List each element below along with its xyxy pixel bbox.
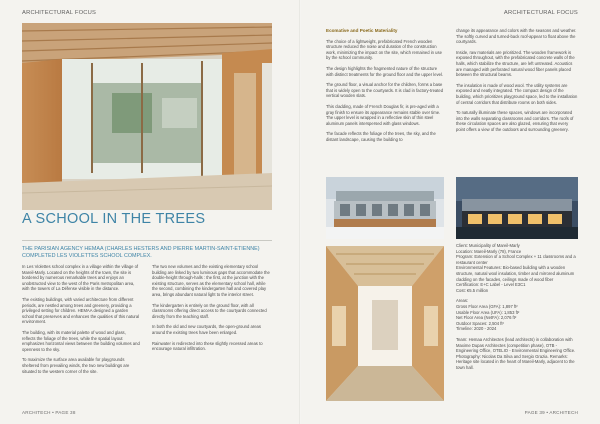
body-paragraph: The choice of a lightweight, prefabricated French wooden structure reduced the noise and duration of the construction work, minimizing the impact on the site, which remained in use by the school community. — [326, 38, 442, 61]
title-rule — [22, 240, 272, 241]
body-paragraph: In Les Violettes school complex in a village within the village of Mareil-Marly. Located on the heights of the town, the site is bordered by numerous remarkable trees and enjoys an unobstructed view to the west of the Paris metropolitan area, with the towers of La Défense visible in the distance. — [22, 264, 139, 292]
credit-line: Areas: — [456, 298, 469, 304]
body-paragraph: The facade reflects the foliage of the trees, the sky, and the distant landscape, causing the building to — [326, 131, 436, 142]
corridor-photo — [326, 246, 444, 401]
facade-winter-illustration — [326, 177, 444, 239]
credit-line: Environmental Features: Bio-based building with a wooden structure, natural wool insulation, timber and mirrored aluminum cladding on the facades, ceilings made of wood fiber — [456, 265, 575, 282]
credit-line: Team: Hemaa Architectes (lead architects) in collaboration with Maxime Dupas Architectes (competition phase), OTB - Engineering Office, OTELIO - Environmental Engineering Office. Photography: Nicolas Da Silva and Sergio Grazia. Remarks: Heritage site located in the heart of Mareil-Marly, adjacent to the town hall. — [456, 336, 576, 370]
body-paragraph: To naturally illuminate these spaces, windows are incorporated into the walls separating classrooms and corridors. The roofs of these circulation spaces are also glazed, ensuring that every point offers a view of the outdoors and surrounding greenery. — [456, 110, 574, 132]
body-paragraph: This cladding, made of French Douglas fir, is pre-aged with a gray finish to ensure its appearance remains stable over time. The upper level is wrapped in a reflective skin of thin steel aluminum panels interspersed with glass windows. — [326, 103, 441, 126]
credit-line: Certification: E+C Label - Level E3C1 — [456, 282, 526, 288]
folio-right: PAGE 39 • ARCHITECH — [524, 410, 578, 415]
body-paragraph: The ground floor, a visual anchor for the children, forms a base that is widely open to the courtyards. It is clad in factory-treated vertical wooden slats. — [326, 82, 444, 99]
credit-line: Gross Floor Area (GFA): 1,897 ft² — [456, 303, 518, 309]
interior-corridor-illustration — [22, 23, 272, 210]
running-header-left: ARCHITECTURAL FOCUS — [22, 10, 97, 16]
article-subtitle: THE PARISIAN AGENCY HEMAA (CHARLES HESTERS AND PIERRE MARTIN-SAINT-ETIENNE) COMPLETED LES VIOLETTES SCHOOL COMPLEX. — [22, 246, 260, 259]
interior-corridor-photo — [22, 23, 272, 210]
body-paragraph: The two new volumes and the existing elementary school building are linked by two luminous gaps that accommodate the double-height through-halls : the first, at the junction with the existing structure, serves as the elementary school hall, while the second, combining the kindergarten hall and covered play area, brings abundant natural light to the interior street. — [152, 264, 270, 297]
running-header-right: ARCHITECTURAL FOCUS — [503, 10, 578, 16]
project-credits — [456, 243, 578, 370]
body-paragraph: Rainwater is redirected into these slightly recessed areas to encourage natural infiltration. — [152, 340, 263, 352]
corridor-illustration — [326, 246, 444, 401]
credit-line: Timeline: 2020 - 2024 — [456, 326, 497, 332]
body-paragraph: To maximize the surface area available for playgrounds sheltered from prevailing winds, the two new buildings are situated to the western corner of the site. — [22, 357, 130, 374]
article-title: A SCHOOL IN THE TREES — [22, 211, 206, 227]
credit-line: Net Floor Area (NetFA): 2,076 ft² — [456, 315, 517, 321]
body-paragraph: The existing buildings, with varied architecture from different periods, are nestled among trees and greenery, providing a privileged setting for children. HEMAA designed a garden school that preserves and enhances the qualities of this natural environment. — [22, 296, 140, 325]
body-column-3 — [326, 28, 444, 148]
page-gutter — [299, 0, 301, 424]
section-heading: Ecomative and Poetic Materiality — [326, 28, 398, 33]
body-column-2 — [152, 264, 272, 357]
credit-line: Program: Extension of a School Complex + 11 classrooms and a restaurant center — [456, 254, 576, 265]
body-paragraph: The insulation is made of wood wool. The utility systems are exposed and neatly integrated. The compact design of the building, which prioritizes playground space, led to the installation of central corridors that distribute rooms on both sides. — [456, 82, 578, 105]
body-paragraph: Inside, raw materials are prioritized. The wooden framework is exposed throughout, with the prefabricated concrete walls of the halls, which stabilize the structure, are left untreated. Acoustics are managed with perforated natural wood fiber panels placed between the structural beams. — [456, 49, 575, 78]
credit-line: Outdoor Spaces: 2,504 ft² — [456, 320, 504, 326]
body-paragraph: The kindergarten is entirely on the ground floor, with all classrooms offering direct access to the courtyards connected directly from the teaching staff. — [152, 302, 267, 319]
facade-winter-photo — [326, 177, 444, 239]
credit-line: Location: Mareil-Marly (78), France — [456, 248, 522, 254]
facade-dusk-illustration — [456, 177, 578, 239]
body-paragraph: change its appearance and colors with the seasons and weather. The softly curved and turned-back roof-appear to float above the courtyards. — [456, 28, 577, 45]
body-paragraph: In both the old and new courtyards, the open-ground areas around the existing trees have been enlarged. — [152, 324, 261, 335]
facade-dusk-photo — [456, 177, 578, 239]
body-column-1 — [22, 264, 140, 379]
credit-line: Cost: €5.5 million — [456, 287, 489, 293]
body-column-4 — [456, 28, 578, 138]
body-paragraph: The design highlights the fragmented nature of the structure with distinct treatments for the ground floor and the upper level. — [326, 65, 444, 77]
body-paragraph: The building, with its material palette of wood and glass, reflects the foliage of the trees, while the spatial layout emphasizes horizontal views between the building volumes and openness to the sky. — [22, 329, 140, 352]
folio-left: ARCHITECH • PAGE 38 — [22, 410, 76, 415]
credit-line: Client: Municipality of Mareil-Marly — [456, 243, 520, 248]
credit-line: Usable Floor Area (UFA): 1,853 ft² — [456, 309, 520, 315]
